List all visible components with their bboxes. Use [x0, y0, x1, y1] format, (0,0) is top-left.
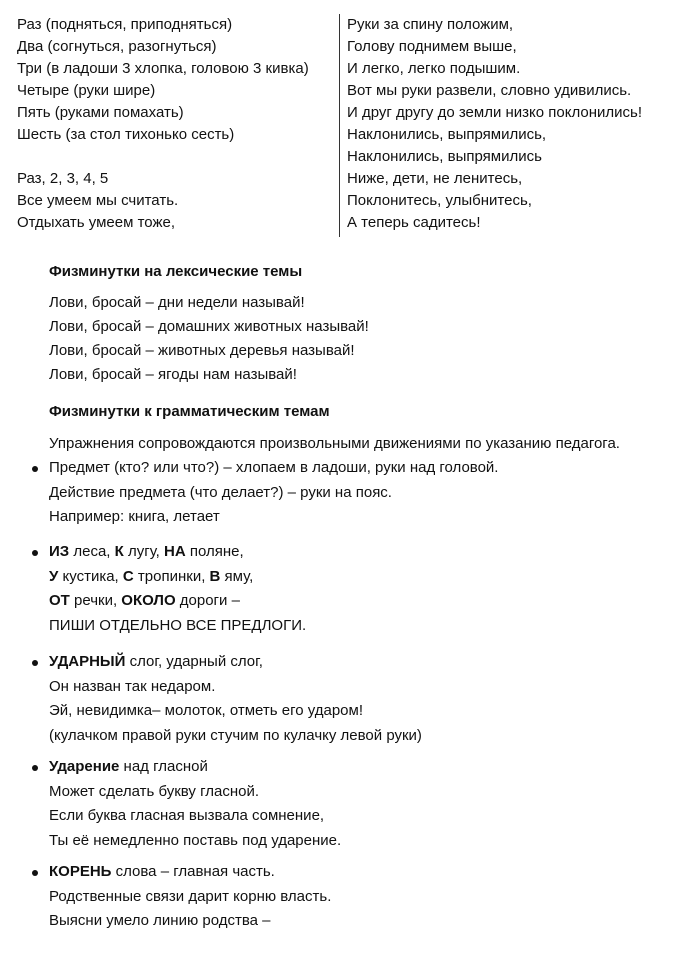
text-run: слог, ударный слог,: [125, 653, 263, 670]
text-run: дороги –: [175, 592, 240, 609]
text-run: Если буква гласная вызвала сомнение,: [49, 807, 325, 824]
grammar-item-line: [49, 700, 363, 722]
poem-line: Три (в ладоши 3 хлопка, головою 3 кивка): [17, 60, 309, 77]
poem-line: Отдыхать умеем тоже,: [17, 214, 175, 231]
grammar-item-line: [49, 566, 253, 588]
text-run: Действие предмета (что делает?) – руки на пояс.: [49, 483, 392, 501]
emphasized-word: КОРЕНЬ: [49, 863, 112, 880]
poem-line: Голову поднимем выше,: [347, 38, 517, 55]
emphasized-word: В: [209, 567, 221, 585]
bullet-icon: [32, 660, 38, 666]
poem-line: Раз, 2, 3, 4, 5: [17, 170, 109, 187]
text-run: Предмет (кто? или что?) – хлопаем в ладоши, руки над головой.: [49, 459, 499, 476]
text-run: (кулачком правой руки стучим по кулачку левой руки): [49, 726, 422, 744]
grammar-item-line: [49, 756, 208, 778]
column-divider: [339, 14, 340, 237]
grammar-item-line: [49, 805, 324, 827]
poem-line: Поклонитесь, улыбнитесь,: [347, 192, 532, 209]
poem-line: Вот мы руки развели, словно удивились.: [347, 82, 632, 99]
emphasized-word: ОТ: [49, 592, 70, 609]
poem-line: Наклонились, выпрямились: [347, 148, 542, 165]
grammar-item-line: [49, 781, 259, 803]
poem-line: Все умеем мы считать.: [17, 192, 179, 209]
text-run: Эй, невидимка– молоток, отметь его ударом!: [49, 702, 364, 719]
emphasized-word: Ударение: [49, 758, 120, 775]
emphasized-word: У: [49, 567, 59, 585]
grammar-item-line: [49, 886, 331, 908]
grammar-intro: Упражнения сопровождаются произвольными движениями по указанию педагога.: [49, 435, 620, 452]
bullet-icon: [32, 550, 38, 556]
text-run: леса,: [69, 543, 115, 560]
text-run: Ты её немедленно поставь под ударение.: [49, 831, 342, 849]
bullet-icon: [32, 466, 38, 472]
text-run: тропинки,: [133, 567, 210, 585]
grammar-item-line: [49, 457, 498, 479]
grammar-item-line: [49, 541, 244, 563]
emphasized-word: ИЗ: [49, 543, 70, 560]
bullet-icon: [32, 870, 38, 876]
poem-line: Наклонились, выпрямились,: [347, 126, 547, 143]
text-run: Например: книга, летает: [49, 508, 220, 525]
text-run: поляне,: [185, 543, 244, 560]
lexical-heading: Физминутки на лексические темы: [49, 263, 303, 280]
emphasized-word: НА: [164, 543, 186, 560]
text-run: над гласной: [119, 758, 208, 775]
text-run: кустика,: [58, 567, 123, 585]
text-run: Выясни умело линию родства –: [49, 912, 271, 929]
lexical-line: Лови, бросай – дни недели называй!: [49, 294, 305, 311]
text-run: лугу,: [123, 543, 165, 560]
emphasized-word: ОКОЛО: [121, 592, 176, 609]
poem-line: Четыре (руки шире): [17, 82, 156, 99]
lexical-line: Лови, бросай – домашних животных называй!: [49, 318, 369, 335]
grammar-item-line: [49, 590, 240, 612]
poem-line: И друг другу до земли низко поклонились!: [347, 104, 643, 121]
grammar-item-line: [49, 506, 220, 528]
text-run: Может сделать букву гласной.: [49, 782, 260, 800]
lexical-line: Лови, бросай – животных деревья называй!: [49, 342, 355, 359]
poem-line: Пять (руками помахать): [17, 104, 184, 121]
grammar-item-line: [49, 482, 392, 504]
text-run: Он назван так недаром.: [49, 677, 216, 695]
text-run: слова – главная часть.: [111, 863, 275, 880]
emphasized-word: УДАРНЫЙ: [49, 653, 126, 670]
poem-line: Ниже, дети, не ленитесь,: [347, 170, 523, 187]
grammar-item-line: [49, 861, 275, 883]
grammar-item-line: [49, 651, 263, 673]
poem-line: И легко, легко подышим.: [347, 60, 521, 77]
grammar-heading: Физминутки к грамматическим темам: [49, 403, 330, 420]
emphasized-word: К: [114, 543, 124, 560]
lexical-line: Лови, бросай – ягоды нам называй!: [49, 366, 297, 383]
text-run: речки,: [69, 592, 122, 609]
poem-line: Раз (подняться, приподняться): [17, 16, 233, 33]
text-run: яму,: [220, 567, 254, 585]
grammar-item-line: [49, 725, 422, 747]
grammar-item-line: [49, 830, 341, 852]
poem-line: Шесть (за стол тихонько сесть): [17, 126, 235, 143]
grammar-item-line: [49, 676, 215, 698]
bullet-icon: [32, 765, 38, 771]
text-run: ПИШИ ОТДЕЛЬНО ВСЕ ПРЕДЛОГИ.: [49, 616, 307, 634]
grammar-item-line: [49, 910, 271, 932]
grammar-item-line: [49, 615, 306, 637]
emphasized-word: С: [122, 567, 134, 585]
poem-line: Два (согнуться, разогнуться): [17, 38, 217, 55]
text-run: Родственные связи дарит корню власть.: [49, 887, 332, 905]
poem-line: А теперь садитесь!: [347, 214, 481, 231]
poem-line: Руки за спину положим,: [347, 16, 514, 33]
